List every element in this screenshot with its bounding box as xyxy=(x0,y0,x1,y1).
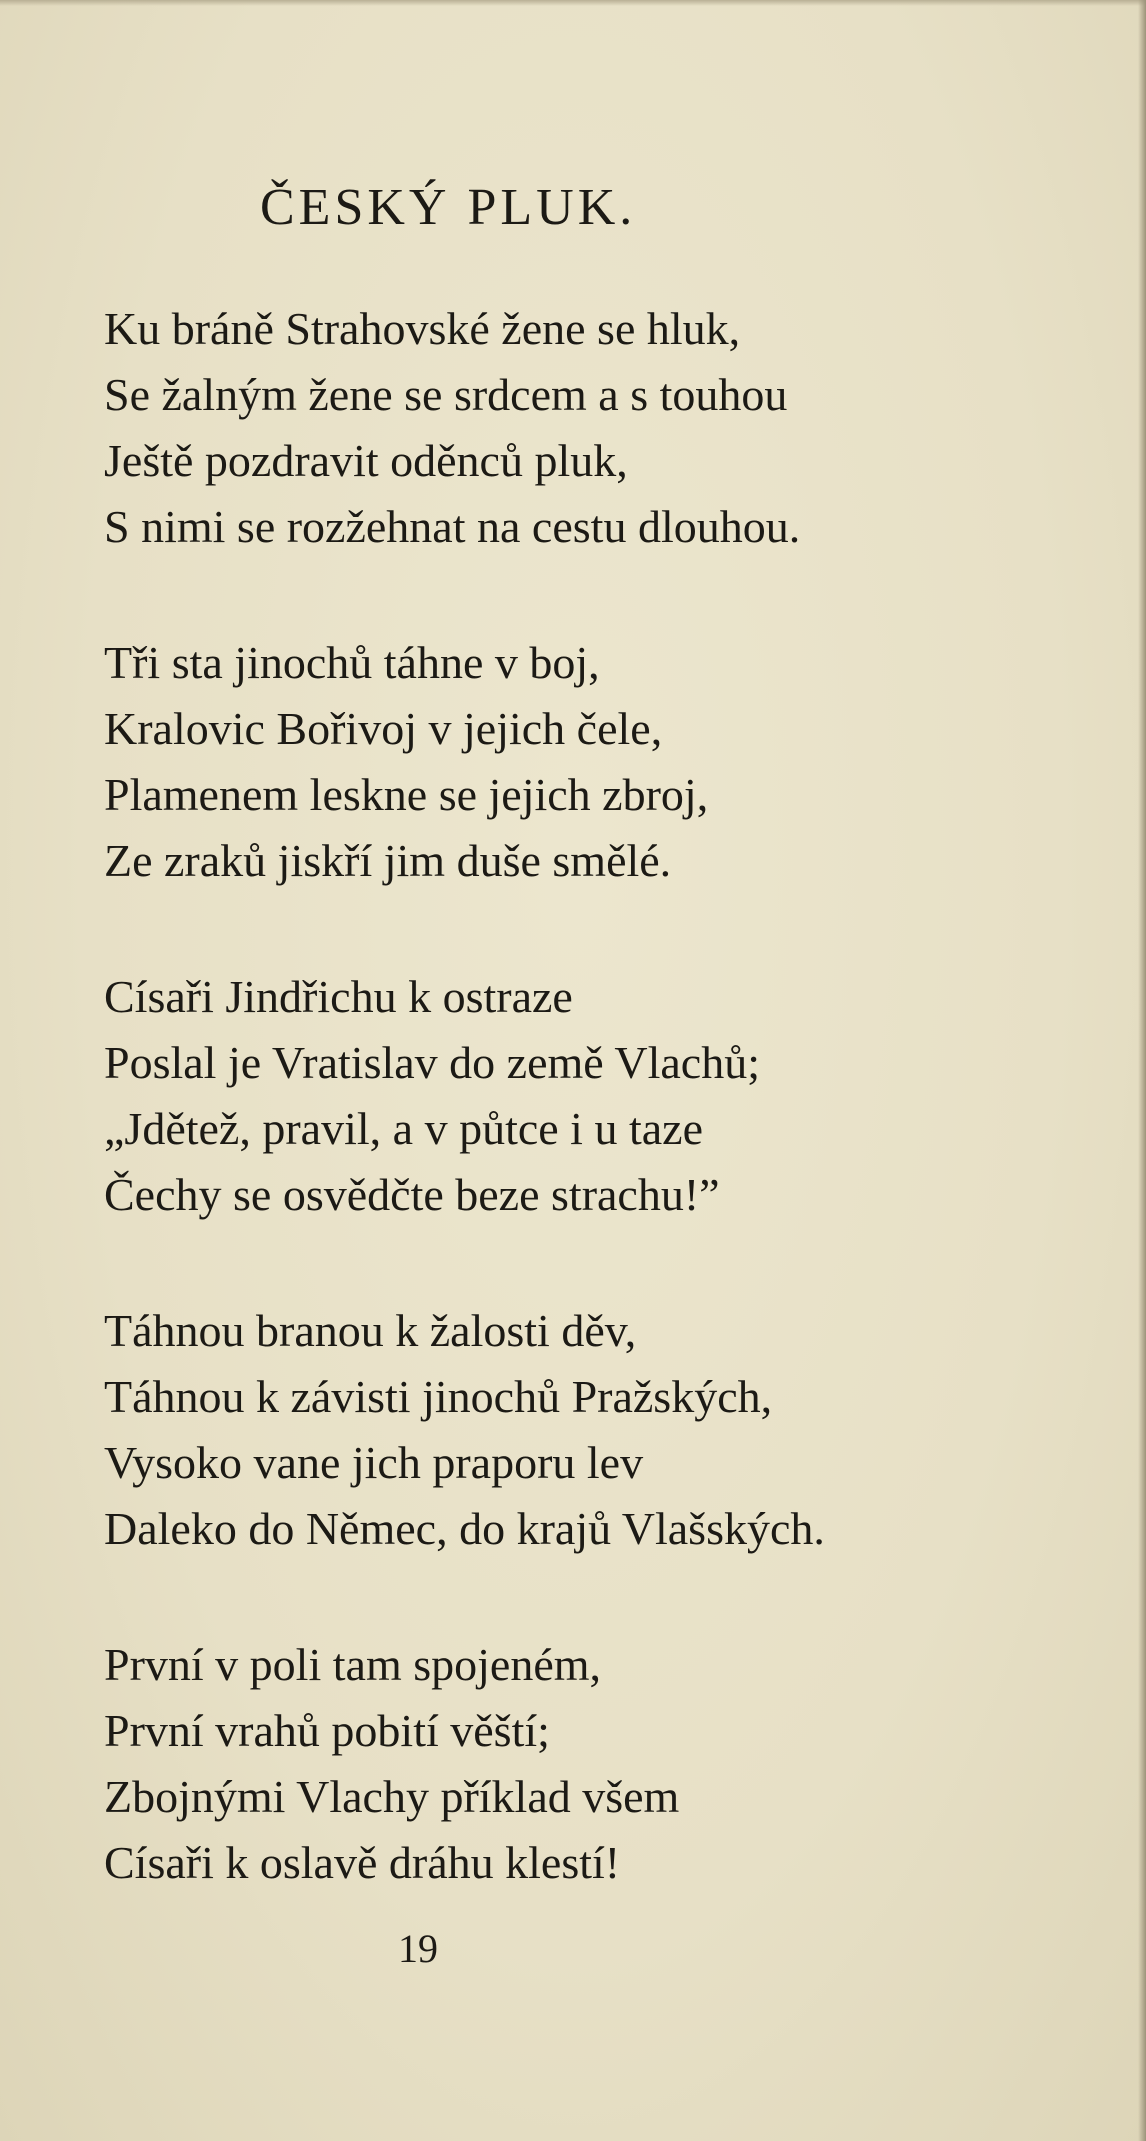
stanza-5 xyxy=(104,1632,1004,1896)
poem-line: Čechy se osvědčte beze strachu!” xyxy=(104,1169,720,1220)
page-number: 19 xyxy=(398,1926,438,1971)
poem-line: Táhnou branou k žalosti děv, xyxy=(104,1305,637,1356)
poem-line: Táhnou k závisti jinochů Pražských, xyxy=(104,1371,773,1422)
poem-body xyxy=(104,296,1004,1966)
poem-line: S nimi se rozžehnat na cestu dlouhou. xyxy=(104,501,801,552)
poem-line: Daleko do Němec, do krajů Vlašských. xyxy=(104,1503,825,1554)
poem-line: První vrahů pobití věští; xyxy=(104,1705,550,1756)
poem-line: Císaři k oslavě dráhu klestí! xyxy=(104,1837,621,1888)
poem-line: Ze zraků jiskří jim duše smělé. xyxy=(104,835,672,886)
poem-line: Tři sta jinochů táhne v boj, xyxy=(104,637,600,688)
poem-line: Císaři Jindřichu k ostraze xyxy=(104,971,573,1022)
poem-line: „Jdětež, pravil, a v půtce i u taze xyxy=(104,1103,703,1154)
poem-line: Poslal je Vratislav do země Vlachů; xyxy=(104,1037,760,1088)
poem-line: Ku bráně Strahovské žene se hluk, xyxy=(104,303,741,354)
poem-line: Kralovic Bořivoj v jejich čele, xyxy=(104,703,663,754)
poem-line: Se žalným žene se srdcem a s touhou xyxy=(104,369,788,420)
stanza-2 xyxy=(104,630,1004,894)
poem-line: Plamenem leskne se jejich zbroj, xyxy=(104,769,709,820)
poem-line: Zbojnými Vlachy příklad všem xyxy=(104,1771,680,1822)
stanza-4 xyxy=(104,1298,1004,1562)
page-right-edge xyxy=(1138,0,1146,2141)
poem-title: ČESKÝ PLUK. xyxy=(260,179,637,236)
poem-line: Ještě pozdravit oděnců pluk, xyxy=(104,435,628,486)
poem-line: Vysoko vane jich praporu lev xyxy=(104,1437,644,1488)
stanza-3 xyxy=(104,964,1004,1228)
stanza-1 xyxy=(104,296,1004,560)
page-top-edge xyxy=(0,0,1146,6)
poem-line: První v poli tam spojeném, xyxy=(104,1639,602,1690)
